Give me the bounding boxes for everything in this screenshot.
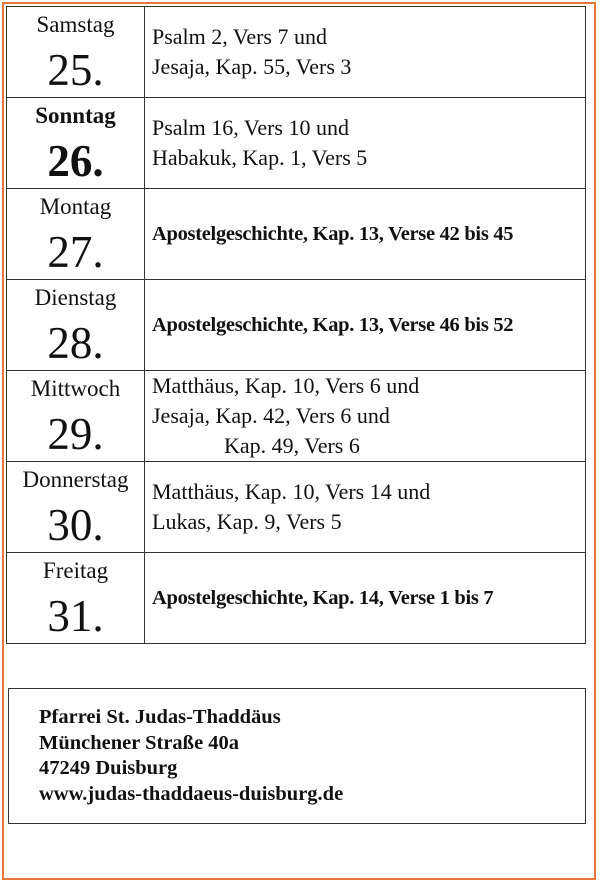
reading-line: Apostelgeschichte, Kap. 13, Verse 46 bis 52 <box>152 314 514 336</box>
weekday-label: Montag <box>39 194 112 219</box>
parish-contact-box <box>8 688 586 824</box>
date-number: 29. <box>47 409 104 459</box>
parish-city: 47249 Duisburg <box>39 757 178 779</box>
reading-cell <box>145 462 586 552</box>
date-number: 30. <box>47 500 104 550</box>
reading-line: Matthäus, Kap. 10, Vers 14 und <box>152 479 431 504</box>
day-cell <box>6 189 145 279</box>
schedule-row <box>6 553 586 644</box>
reading-cell <box>145 553 586 643</box>
date-number: 26. <box>47 136 104 186</box>
reading-line: Jesaja, Kap. 55, Vers 3 <box>152 54 352 79</box>
weekday-label: Samstag <box>36 12 115 37</box>
day-cell <box>6 98 145 188</box>
schedule-row <box>6 7 586 98</box>
date-number: 27. <box>47 227 104 277</box>
parish-street: Münchener Straße 40a <box>39 731 240 754</box>
date-number: 28. <box>47 318 104 368</box>
reading-line: Apostelgeschichte, Kap. 13, Verse 42 bis 45 <box>152 223 514 245</box>
reading-line: Kap. 49, Vers 6 <box>224 433 360 458</box>
reading-cell <box>145 371 586 461</box>
parish-name: Pfarrei St. Judas-Thaddäus <box>39 706 281 728</box>
weekday-label: Mittwoch <box>30 376 121 401</box>
reading-line: Habakuk, Kap. 1, Vers 5 <box>152 145 368 170</box>
weekday-label: Dienstag <box>34 285 117 310</box>
schedule-row <box>6 371 586 462</box>
date-number: 25. <box>47 45 104 95</box>
day-cell <box>6 553 145 643</box>
reading-cell <box>145 7 586 97</box>
reading-line: Lukas, Kap. 9, Vers 5 <box>152 509 342 534</box>
day-cell <box>6 7 145 97</box>
reading-line: Psalm 16, Vers 10 und <box>152 115 349 140</box>
weekday-label: Donnerstag <box>22 467 129 492</box>
weekday-label: Sonntag <box>35 103 116 128</box>
reading-cell <box>145 98 586 188</box>
day-cell <box>6 280 145 370</box>
reading-line: Jesaja, Kap. 42, Vers 6 und <box>152 403 390 428</box>
weekday-label: Freitag <box>42 558 109 583</box>
day-cell <box>6 371 145 461</box>
day-cell <box>6 462 145 552</box>
schedule-row <box>6 280 586 371</box>
reading-line: Apostelgeschichte, Kap. 14, Verse 1 bis 7 <box>152 587 494 609</box>
reading-cell <box>145 280 586 370</box>
parish-website-link[interactable]: www.judas-thaddaeus-duisburg.de <box>39 782 344 805</box>
date-number: 31. <box>47 591 104 641</box>
reading-cell <box>145 189 586 279</box>
reading-line: Matthäus, Kap. 10, Vers 6 und <box>152 373 420 398</box>
schedule-row <box>6 462 586 553</box>
schedule-row <box>6 98 586 189</box>
reading-schedule-table <box>6 6 586 644</box>
reading-line: Psalm 2, Vers 7 und <box>152 24 327 49</box>
schedule-row <box>6 189 586 280</box>
